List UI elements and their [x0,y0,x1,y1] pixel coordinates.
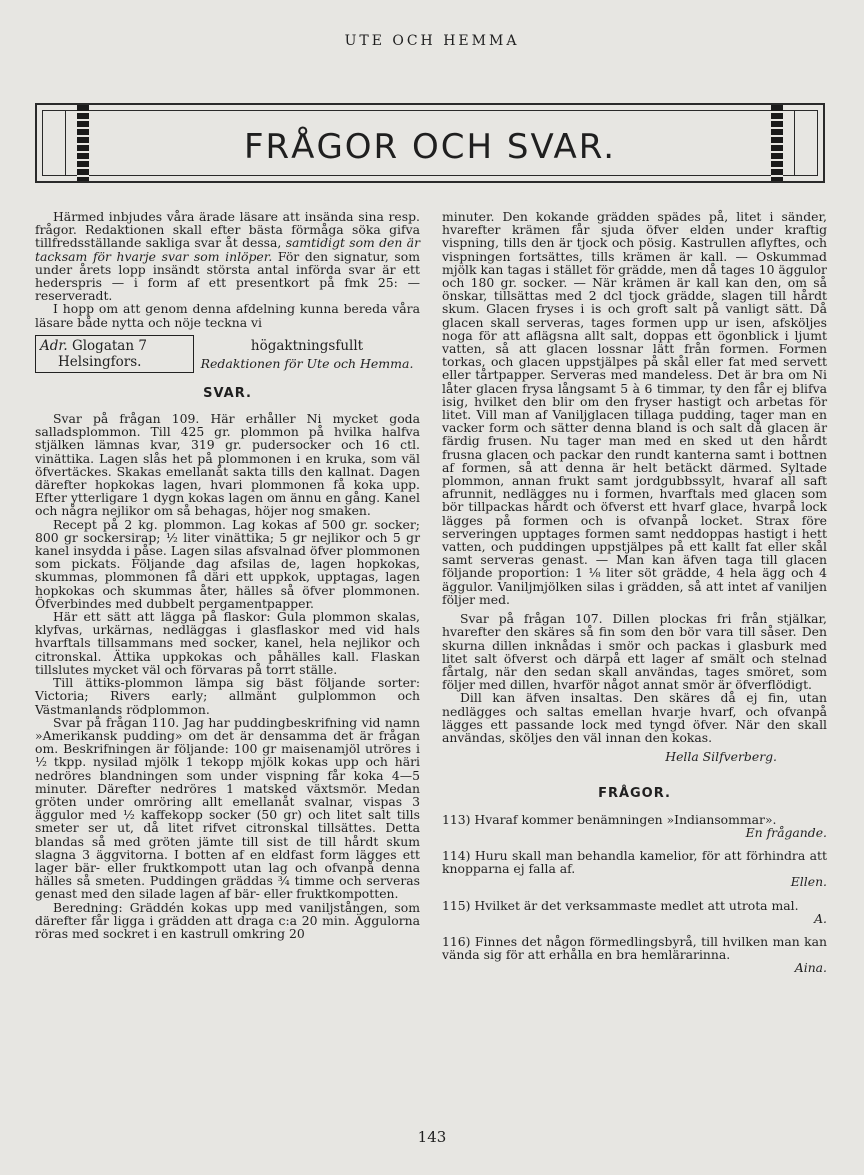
intro-closing: I hopp om att genom denna afdelning kunna bereda våra läsare både nytta och nöje teckna vi [35,301,420,330]
page-number: 143 [417,1128,447,1146]
fragor-heading: FRÅGOR. [598,786,671,802]
answer-signature: Hella Silfverberg. [665,749,777,765]
answer-paragraph: Beredning: Gräddén kokas upp med vaniljstången, som därefter får ligga i grädden att draga c:a 20 min. Äggulorna röras med sockret i en kastrull omkring 20 [35,899,420,941]
editor-signature: högaktningsfullt Redaktionen för Ute och Hemma. [200,337,414,371]
address-block [35,335,420,373]
title-banner [35,103,825,183]
answer-paragraph: minuter. Den kokande grädden spädes på, litet i sänder, hvarefter krämen får sjuda öfver elden under kraftig vispning, tills den är tjock och pösig. Kastrullen aflyftes, och vispningen fortsättes, tills krämen är kall. — Oskummad mjölk kan tagas i stället för grädde, men då tages 10 äggulor och 180 gr. socker. — När krämen är kall kan den, om så önskar, tillsättas med 2 dcl tjock grädde, slagen till hårdt skum. Glacen fryses i is och groft salt på vanligt sätt. Då glacen skall serveras, tages formen upp ur isen, afsköljes noga för att aflägsna allt salt, doppas ett ögonblick i ljumt vatten, så att glacen lossnar lätt från formen. Formen torkas, och glacen uppstjälpes på skål eller fat med servett eller tårtpapper. Serveras med mandeless. Det är bra om Ni låter glacen frysa långsamt 5 à 6 timmar, ty den får ej blifva isig, hvilket den blir om den fryser hastigt och arbetas för litet. Vill man af Vaniljglacen tillaga pudding, tager man en vacker form och sätter denna bland is och salt då glacen är färdig frusen. Nu tager man med en sked ut den hårdt frusna glacen och packar den rundt kanterna samt i bottnen af formen, så att denna är helt betäckt därmed. Syltade plommon, annan frukt samt jordgubbssylt, hvaraf all saft afrunnit, nedlägges nu i formen, hvarftals med glacen som bör tillpackas hårdt och öfverst ett hvarf glace, hvarpå lock lägges på formen och is ofvanpå locket. Strax före serveringen upptages formen samt neddoppas hastigt i hett vatten, och puddingen uppstjälpes på ett kallt fat eller skål samt serveras genast. — Man kan äfven taga till glacen följande proportion: 1 ⅛ liter söt grädde, 4 hela ägg och 4 äggulor. Vaniljmjölken silas i grädden, så att intet af vaniljen följer med. [442,209,827,607]
address-box: Adr. Glogatan 7 Helsingfors. [35,335,194,373]
running-head: UTE OCH HEMMA [344,33,520,49]
question-item: 114) Huru skall man behandla kamelior, för att förhindra att knopparna ej falla af. Ellen. [442,847,827,890]
right-column [442,210,827,985]
intro-paragraph: Härmed inbjudes våra ärade läsare att insända sina resp. frågor. Redaktionen skall efter bästa förmåga söka gifva tillfredsställande sakliga svar åt dessa, samtidigt som den är tacksam för hvarje svar som inlöper. För den signatur, som under årets lopp insändt största antal införda svar är ett hederspris — i form af ett presentkort på fmk 25: — reserveradt. [35,209,421,304]
answer-paragraph: Svar på frågan 109. Här erhåller Ni mycket goda salladsplommon. Till 425 gr. plommon på hvilka halfva stjälken lämnas kvar, 319 gr. pudersocker och 16 ctl. vinättika. Lagen slås het på plommonen i en kruka, som väl öfvertäckes. Skakas emellanåt sakta tills den kallnat. Dagen därefter hopkokas lagen, hvari plommonen få koka upp. Efter ytterligare 1 dygn kokas lagen om ännu en gång. Kanel och några nejlikor om så behagas, höjer nog smaken. [35,411,420,519]
question-item: 113) Hvaraf kommer benämningen »Indiansommar». En frågande. [442,811,827,840]
answer-paragraph: Här ett sätt att lägga på flaskor: Gula plommon skalas, klyfvas, urkärnas, nedläggas i glasflaskor med vid hals hvarftals tillsammans med socker, kanel, hela nejlikor och citronskal. Ättika uppkokas och påhälles kall. Flaskan tillslutes mycket väl och förvaras på torrt ställe. [35,609,420,677]
answer-paragraph: Svar på frågan 110. Jag har puddingbeskrifning vid namn »Amerikansk pudding» om det är densamma det är frågan om. Beskrifningen är följande: 100 gr maisenamjöl utröres i ½ tkpp. nysilad mjölk 1 tekopp mjölk kokas upp och häri nedröres blandningen som under vispning får koka 4—5 minuter. Därefter nedröres 1 matsked växtsmör. Medan gröten under omröring allt emellanåt svalnar, vispas 3 äggulor med ½ kaffekopp socker (50 gr) och litet salt tills smeter ser ut, då litet rifvet citronskal tillsättes. Detta blandas så med gröten jämte till sist de till hårdt skum slagna 3 äggvitorna. I botten af en eldfast form lägges ett lager bär- eller fruktkompott utan lag och ofvanpå denna hälles så smeten. Puddingen gräddas ¾ timme och serveras genast med den silade lagen af bär- eller fruktkompotten. [35,714,420,902]
page-title: FRÅGOR OCH SVAR. [244,127,616,167]
left-column [35,210,420,940]
answer-paragraph: Till ättiks-plommon lämpa sig bäst följande sorter: Victoria; Rivers early; allmänt gulplommon och Västmanlands rödplommon. [35,675,420,717]
answer-paragraph: Dill kan äfven insaltas. Den skäres då ej fin, utan nedlägges och saltas emellan hvarje hvarf, och ofvanpå lägges ett passande lock med tyngd öfver. När den skall användas, sköljes den väl innan den kokas. [442,690,827,745]
question-item: 115) Hvilket är det verksammaste medlet att utrota mal. A. [442,897,827,926]
answer-paragraph: Svar på frågan 107. Dillen plockas fri från stjälkar, hvarefter den skäres så fin som den bör vara till såser. Den skurna dillen inknådas i smör och packas i glasburk med litet salt öfverst och därpå ett lager af smält och stelnad fårtalg, när den sedan skall användas, tages smöret, som följer med dillen, hvarför något annat smör är öfverflödigt. [442,611,827,693]
answer-paragraph: Recept på 2 kg. plommon. Lag kokas af 500 gr. socker; 800 gr sockersirap; ½ liter vinättika; 5 gr nejlikor och 5 gr kanel insydda i påse. Lagen silas afsvalnad öfver plommonen som pickats. Följande dag afsilas de, lagen hopkokas, skummas, plommonen få däri ett uppkok, upptagas, lagen hopkokas och skummas åter, hälles så öfver plommonen. Öfverbindes med dubbelt pergamentpapper. [35,516,420,611]
question-item: 116) Finnes det någon förmedlingsbyrå, till hvilken man kan vända sig för att erhålla en bra hemlärarinna. Aina. [442,933,827,976]
svar-heading: SVAR. [203,385,252,401]
